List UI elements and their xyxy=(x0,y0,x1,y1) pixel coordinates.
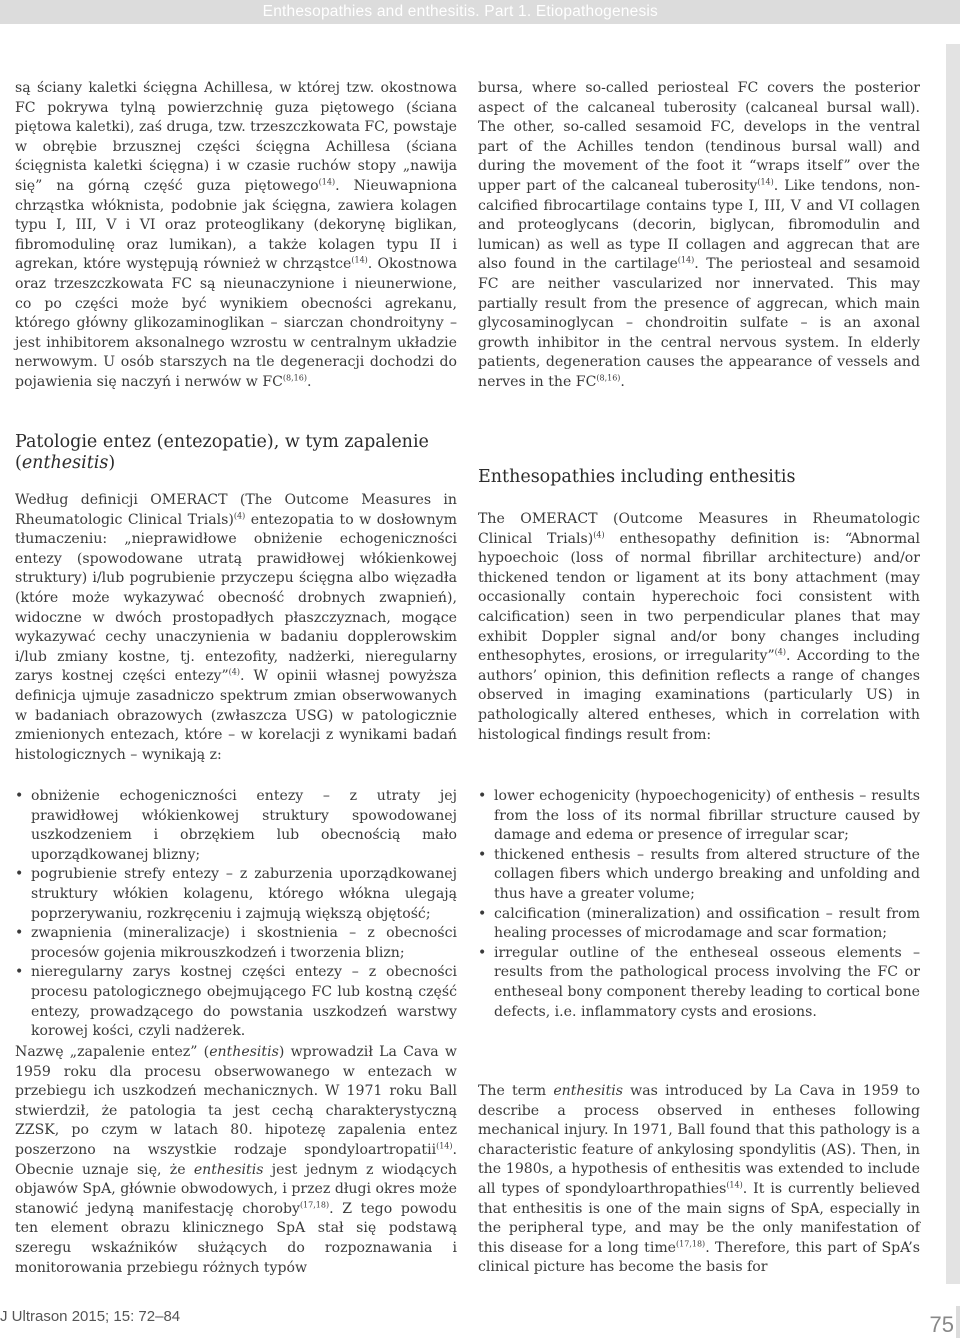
list-item: • irregular outline of the entheseal osseous elements – results from the pathological process involving the FC or entheseal bony component thereby leading to cortical bone defects, i.e. inflammatory cysts and erosions. xyxy=(478,944,920,1022)
list-item: • lower echogenicity (hypoechogenicity) of enthesis – results from the loss of its normal fibrillar structure caused by damage and edema or presence of irregular scar; xyxy=(478,787,920,846)
citation: (8,16) xyxy=(282,373,307,383)
list-item: • obniżenie echogeniczności entezy – z utraty jej prawidłowej włókienkowej struktury spowodowanej uszkodzeniem i obrzękiem lub obecnością mało uporządkowanej blizny; xyxy=(15,787,457,865)
list-item: • pogrubienie strefy entezy – z zaburzenia uporządkowanej struktury włókien kolagenu, którego włókna ulegają poprzerywaniu, rozkręceniu i zajmują większą objętość; xyxy=(15,865,457,924)
journal-citation: J Ultrason 2015; 15: 72–84 xyxy=(0,1308,181,1325)
citation: (14) xyxy=(757,177,774,187)
paragraph-pl-omeract: Według definicji OMERACT (The Outcome Measures in Rheumatologic Clinical Trials)$^{(4)}$ entezopatia to w dosłownym tłumaczeniu: „nieprawidłowe obniżenie echogeniczności entezy (spowodowane utratą prawidłowej włókienkowej struktury) i/lub pogrubienie przyczepu ścięgna albo więzadła (które może wykazywać obecność drobnych zwapnień), widoczne w dwóch prostopadłych płaszczyznach, mogące wykazywać cechy unaczynienia w badaniu dopplerowskim i/lub zmiany kostne, tj. entezofity, nadżerki, nieregularny zarys kostnej części entezy”$^{(4)}$. W opinii własnej powyższa definicja ujmuje zasadniczo spektrum zmian obserwowanych w badaniach obrazowych (zwłaszcza USG) w patologicznie zmienionych entezach, które – w korelacji z wynikami badań histologicznych – wynikają z: xyxy=(15,492,458,763)
left-column-body xyxy=(15,491,457,765)
citation: (14) xyxy=(318,177,336,187)
footer-rule xyxy=(956,1306,960,1338)
right-column-body xyxy=(478,510,920,745)
citation: (4) xyxy=(774,647,787,657)
citation: (4) xyxy=(228,667,241,677)
citation: (8,16) xyxy=(596,373,621,383)
citation: (17,18) xyxy=(299,1200,330,1210)
right-column-top xyxy=(478,79,920,393)
right-bullet-list xyxy=(478,787,920,1022)
section-heading-en: Enthesopathies including enthesitis xyxy=(478,467,796,487)
paragraph-pl-fibrocartilage: są ściany kaletki ścięgna Achillesa, w której tzw. okostnowa FC pokrywa tylną powierzchnię guza piętowego (ściana piętowa kaletki), zaś druga, tzw. trzeszczkowata FC, powstaje w obrębie brzusznej części ścięgna Achillesa (ściana ścięgnista kaletki ścięgna) i w czasie ruchów stopy „nawija się” na górną część guza piętowego$^{(14)}$. Nieuwapniona chrząstka włóknista, podobnie jak ścięgna, zawiera kolagen typu I, III, V i VI oraz proteoglikany (dekorynę biglikan, fibromodulinę oraz lumikan), a także kolagen typu II i agrekan, które występują również w chrząstce$^{(14)}$. Okostnowa oraz trzeszczkowata FC są nieunaczynione i nieunerwione, co po części może być wynikiem obecności agrekanu, którego główny glikozaminoglikan – siarczan chondroityny – jest inhibitorem aksonalnego wzrostu w centralnym układzie nerwowym. U osób starszych na tle degeneracji dochodzi do pojawienia się naczyń i nerwów w FC$^{(8,16)}$. xyxy=(15,80,458,390)
paragraph-en-lacava: The term enthesitis was introduced by La Cava in 1959 to describe a process observed in entheses following mechanical injury. In 1971, Ball found that this pathology is a characteristic feature of ankylosing spondylitis (AS). Then, in the 1980s, a hypothesis of enthesitis was extended to include all types of spondyloarthropathies$^{(14)}$. It is currently believed that enthesitis is one of the main signs of SpA, especially in the peripheral type, and may be the only manifestation of this disease for a long time$^{(17,18)}$. Therefore, this part of SpA’s clinical picture has become the basis for xyxy=(478,1083,920,1276)
margin-strip xyxy=(946,44,960,1284)
list-item: • zwapnienia (mineralizacje) i skostnienia – z obecności procesów gojenia mikrouszkodzeń i tworzenia blizn; xyxy=(15,924,457,963)
citation: (17,18) xyxy=(676,1239,706,1249)
citation: (14) xyxy=(351,255,368,265)
left-bullet-list xyxy=(15,787,457,1042)
citation: (4) xyxy=(593,529,605,539)
right-column-bottom xyxy=(478,1082,920,1278)
left-column-top xyxy=(15,79,457,393)
list-item: • nieregularny zarys kostnej części entezy – z obecności procesu patologicznego obejmującego FC lub kostną część entezy, prowadzącego do powstania uszkodzeń warstwy korowej kości, czyli nadżerek. xyxy=(15,963,457,1041)
citation: (14) xyxy=(677,255,695,265)
paragraph-en-omeract: The OMERACT (Outcome Measures in Rheumatologic Clinical Trials)$^{(4)}$ enthesopathy definition is: “Abnormal hypoechoic (loss of normal fibrillar architecture) and/or thickened tendon or ligament at its bony attachment (may occasionally contain hyperechoic foci consistent with calcification) seen in two perpendicular planes that may exhibit Doppler signal and/or bony changes including enthesophytes, erosions, or irregularity”$^{(4)}$. According to the authors’ opinion, this definition reflects a range of changes observed in imaging examinations (particularly US) in pathologically altered entheses, which in correlation with histological findings result from: xyxy=(478,511,920,743)
paragraph-pl-lacava: Nazwę „zapalenie entez” (enthesitis) wprowadził La Cava w 1959 roku dla procesu obserwowanego w entezach w przebiegu ich uszkodzeń mechanicznych. W 1971 roku Ball stwierdził, że patologia ta jest cechą charakterystyczną ZZSK, po czym w latach 80. hipotezę zapalenia entez poszerzono na wszystkie rodzaje spondyloartropatii$^{(14)}$. Obecnie uznaje się, że enthesitis jest jednym z wiodących objawów SpA, głównie obwodowych, i przez długi okres może stanowić jedyną manifestację choroby$^{(17,18)}$. Z tego powodu ten element obrazu klinicznego SpA stał się podstawą szeregu wskaźników służących do rozpoznawania i monitorowania przebiegu różnych typów xyxy=(15,1044,457,1276)
running-title: Enthesopathies and enthesitis. Part 1. Etiopathogenesis xyxy=(262,3,658,20)
citation: (14) xyxy=(726,1180,743,1190)
left-column-bottom xyxy=(15,1043,457,1278)
section-heading-pl: Patologie entez (entezopatie), w tym zapalenie (enthesitis) xyxy=(15,432,429,473)
citation: (14) xyxy=(436,1141,453,1151)
paragraph-en-fibrocartilage: bursa, where so-called periosteal FC covers the posterior aspect of the calcaneal tuberosity (calcaneal bursal wall). The other, so-called sesamoid FC, develops in the ventral part of the Achilles tendon (tendinous bursal wall) and during the movement of the foot it “wraps itself” over the upper part of the calcaneal tuberosity$^{(14)}$. Like tendons, non-calcified fibrocartilage contains type I, III, V and VI collagen and proteoglycans (decorin, biglycan, fibromodulin and lumican) as well as type II collagen and aggrecan that are also found in the cartilage$^{(14)}$. The periosteal and sesamoid FC are neither vascularized nor innervated. This may partially result from the presence of aggrecan, which main glycosaminoglycan – chondroitin sulfate – is an axonal growth inhibitor in the central nervous system. In elderly patients, degeneration causes the appearance of vessels and nerves in the FC$^{(8,16)}$. xyxy=(478,80,920,390)
citation: (4) xyxy=(233,510,246,520)
list-item: • calcification (mineralization) and ossification – result from healing processes of microdamage and scar formation; xyxy=(478,905,920,944)
list-item: • thickened enthesis – results from altered structure of the collagen fibers which undergo breaking and unfolding and thus have a greater volume; xyxy=(478,846,920,905)
page-number: 75 xyxy=(929,1312,954,1337)
running-header xyxy=(0,0,960,24)
